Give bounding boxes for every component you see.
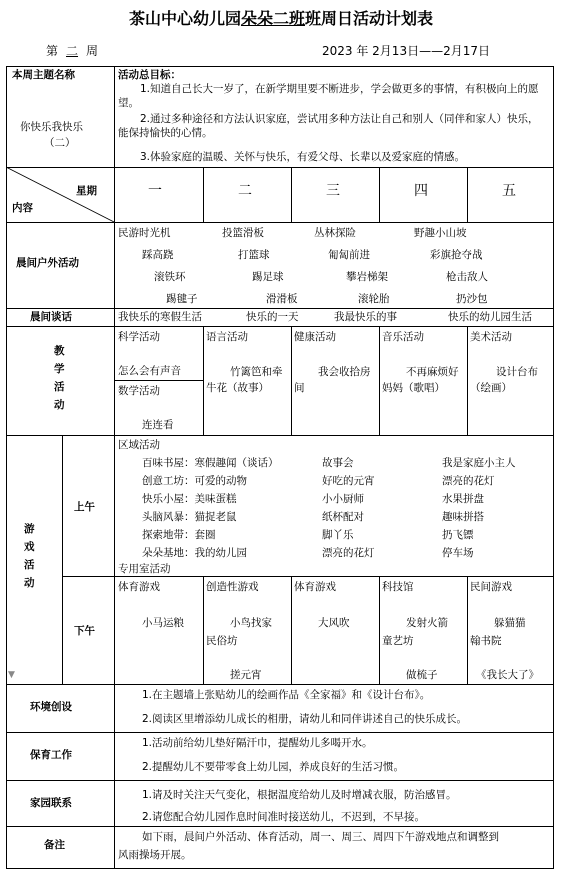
room-label: 专用室活动	[118, 563, 171, 575]
area-item: 趣味拼搭	[442, 511, 484, 523]
goal-item: 2.通过多种途径和方法认识家庭，尝试用多种方法让自己和别人（同伴和家人）快乐，能保持愉快的心情。	[118, 113, 539, 139]
morning-label: 上午	[74, 501, 95, 513]
teaching-category: 美术活动	[470, 331, 512, 343]
games-label-char: 动	[24, 577, 35, 589]
goal-item: 1.知道自己长大一岁了，在新学期里要不断进步，学会做更多的事情，有积极向上的愿望。	[118, 83, 539, 109]
notes-label: 备注	[44, 839, 65, 851]
environment-item: 1.在主题墙上张贴幼儿的绘画作品《全家福》和《设计台布》。	[142, 689, 431, 701]
outdoor-item: 匍匐前进	[328, 249, 370, 261]
area-item: 探索地带：套圈	[142, 529, 216, 541]
area-item: 小小厨师	[322, 493, 364, 505]
outdoor-item: 野趣小山坡	[414, 227, 467, 239]
care-label: 保育工作	[30, 749, 72, 761]
class-name: 朵朵二班	[240, 9, 305, 28]
area-item: 停车场	[442, 547, 474, 559]
day-wed: 三	[326, 183, 340, 199]
area-item: 快乐小屋：美味蛋糕	[142, 493, 237, 505]
area-item: 故事会	[322, 457, 354, 469]
outdoor-item: 踢足球	[252, 271, 284, 283]
content-label: 内容	[12, 202, 33, 214]
area-item: 纸杯配对	[322, 511, 364, 523]
school-name: 茶山中心幼儿园	[128, 9, 241, 28]
week-indicator: 第 二 周	[46, 44, 99, 58]
row-marker: ▼	[8, 670, 15, 680]
teaching-activity: 竹篱笆和牵牛花（故事）	[206, 366, 283, 394]
area-item: 漂亮的花灯	[442, 475, 495, 487]
afternoon-room-activity: 搓元宵	[230, 669, 262, 681]
afternoon-category: 民间游戏	[470, 581, 512, 593]
afternoon-activity: 大风吹	[318, 617, 350, 629]
area-item: 我是家庭小主人	[442, 457, 516, 469]
family-item: 1.请及时关注天气变化，根据温度给幼儿及时增减衣服，防治感冒。	[142, 789, 457, 801]
notes-text-cont: 风雨操场开展。	[118, 849, 192, 861]
games-label-char: 戏	[24, 541, 35, 553]
area-item: 创意工坊：可爱的动物	[142, 475, 247, 487]
outdoor-item: 民游时光机	[118, 227, 171, 239]
teaching-category: 健康活动	[294, 331, 336, 343]
week-number: 二	[66, 44, 79, 58]
day-fri: 五	[502, 183, 516, 199]
goals-label: 活动总目标：	[118, 69, 181, 81]
title-suffix: 班周日活动计划表	[305, 9, 434, 28]
theme-label: 本周主题名称	[12, 69, 75, 81]
teaching-category: 数学活动	[118, 385, 160, 397]
outdoor-item: 枪击敌人	[446, 271, 488, 283]
talk-item: 我最快乐的事	[334, 311, 397, 323]
afternoon-label: 下午	[74, 625, 95, 637]
environment-item: 2.阅读区里增添幼儿成长的相册，请幼儿和同伴讲述自己的快乐成长。	[142, 713, 468, 725]
goal-item: 3.体验家庭的温暖、关怀与快乐，有爱父母、长辈以及爱家庭的情感。	[140, 151, 466, 163]
teaching-label-char: 教	[54, 345, 65, 357]
outdoor-item: 滚轮胎	[358, 293, 390, 305]
teaching-category: 音乐活动	[382, 331, 424, 343]
day-tue: 二	[238, 183, 252, 199]
talk-item: 快乐的一天	[246, 311, 299, 323]
afternoon-activity: 发射火箭	[406, 617, 448, 629]
afternoon-room-activity: 《我长大了》	[476, 669, 539, 681]
afternoon-room: 童艺坊	[382, 635, 414, 647]
outdoor-item: 踩高跷	[142, 249, 174, 261]
area-item: 百味书屋：寒假趣闻（谈话）	[142, 457, 279, 469]
outdoor-item: 滑滑板	[266, 293, 298, 305]
day-mon: 一	[148, 183, 162, 199]
environment-label: 环境创设	[30, 701, 72, 713]
family-label: 家园联系	[30, 797, 72, 809]
area-item: 漂亮的花灯	[322, 547, 375, 559]
teaching-label-char: 学	[54, 363, 65, 375]
teaching-activity: 连连看	[142, 419, 174, 431]
teaching-activity: 不再麻烦好妈妈（歌唱）	[382, 366, 459, 394]
area-item: 朵朵基地：我的幼儿园	[142, 547, 247, 559]
outdoor-label: 晨间户外活动	[16, 257, 79, 269]
teaching-activity: 设计台布（绘画）	[470, 366, 538, 394]
teaching-category: 语言活动	[206, 331, 248, 343]
outdoor-item: 扔沙包	[456, 293, 488, 305]
area-item: 扔飞镖	[442, 529, 474, 541]
teaching-activity: 我会收拾房间	[294, 366, 371, 394]
outdoor-item: 踢毽子	[166, 293, 198, 305]
outdoor-item: 丛林探险	[314, 227, 356, 239]
afternoon-category: 科技馆	[382, 581, 414, 593]
day-thu: 四	[414, 183, 428, 199]
area-item: 水果拼盘	[442, 493, 484, 505]
date-range: 2023 年 2月13日——2月17日	[322, 44, 490, 58]
afternoon-activity: 小马运粮	[142, 617, 184, 629]
afternoon-category: 创造性游戏	[206, 581, 259, 593]
notes-text: 如下雨，晨间户外活动、体育活动，周一、周三、周四下午游戏地点和调整到	[142, 831, 499, 843]
area-item: 头脑风暴：猫捉老鼠	[142, 511, 237, 523]
family-item: 2.请您配合幼儿园作息时间准时接送幼儿，不迟到，不早接。	[142, 811, 426, 823]
weekday-label: 星期	[76, 185, 97, 197]
outdoor-item: 彩旗抢夺战	[430, 249, 483, 261]
theme-name-sub: （二）	[44, 137, 76, 149]
care-item: 1.活动前给幼儿垫好隔汗巾，提醒幼儿多喝开水。	[142, 737, 373, 749]
area-item: 脚丫乐	[322, 529, 354, 541]
games-label-char: 游	[24, 523, 35, 535]
afternoon-category: 体育游戏	[294, 581, 336, 593]
teaching-category: 科学活动	[118, 331, 160, 343]
page-title	[0, 6, 562, 29]
teaching-label-char: 动	[54, 399, 65, 411]
afternoon-room-activity: 做梳子	[406, 669, 438, 681]
talk-item: 快乐的幼儿园生活	[448, 311, 532, 323]
games-label-char: 活	[24, 559, 35, 571]
outdoor-item: 滚铁环	[154, 271, 186, 283]
teaching-activity: 怎么会有声音	[118, 365, 181, 377]
afternoon-activity: 躲猫猫	[494, 617, 526, 629]
area-label: 区域活动	[118, 439, 160, 451]
afternoon-room: 民俗坊	[206, 635, 238, 647]
teaching-label-char: 活	[54, 381, 65, 393]
care-item: 2.提醒幼儿不要带零食上幼儿园，养成良好的生活习惯。	[142, 761, 405, 773]
outdoor-item: 攀岩梯架	[346, 271, 388, 283]
afternoon-room: 翰书院	[470, 635, 502, 647]
outdoor-item: 投篮滑板	[222, 227, 264, 239]
theme-name: 你快乐我快乐	[20, 121, 83, 133]
area-item: 好吃的元宵	[322, 475, 375, 487]
afternoon-category: 体育游戏	[118, 581, 160, 593]
talk-label: 晨间谈话	[30, 311, 72, 323]
afternoon-activity: 小鸟找家	[230, 617, 272, 629]
talk-item: 我快乐的寒假生活	[118, 311, 202, 323]
outdoor-item: 打篮球	[238, 249, 270, 261]
